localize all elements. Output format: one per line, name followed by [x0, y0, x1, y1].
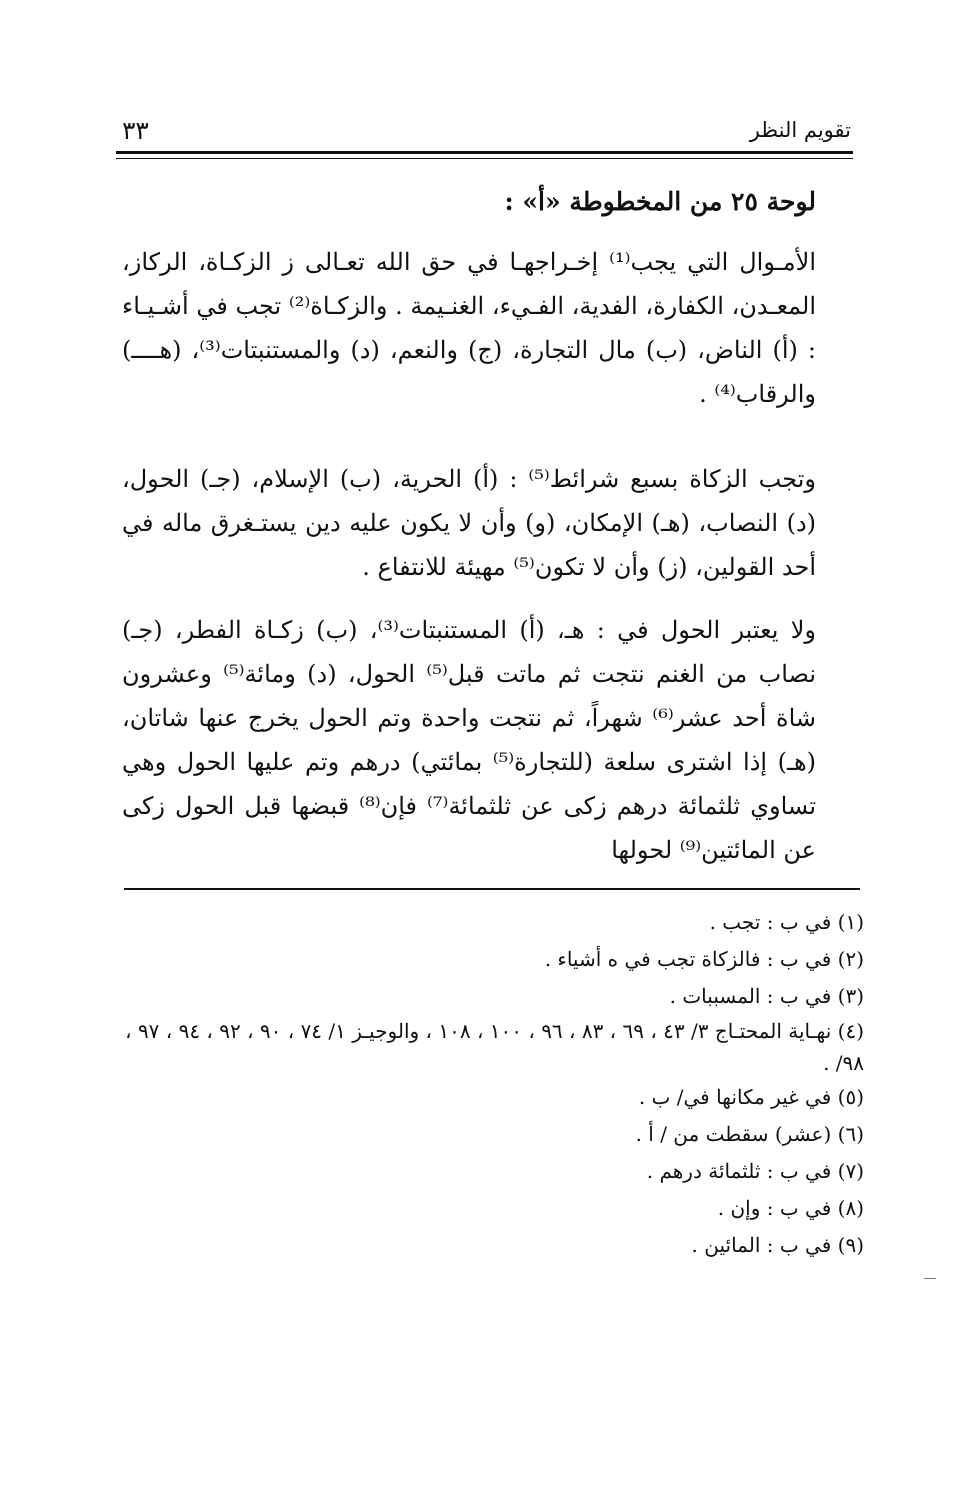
paragraph-2: وتجب الزكاة بسبع شرائط⁽⁵⁾ : (أ) الحرية، (ب) الإسلام، (جـ) الحول، (د) النصاب، (هـ) الإمكان، (و) وأن لا يكون عليه دين يستـغرق ماله في أحد القولين، (ز) وأن لا تكون⁽⁵⁾ مهيئة للانتفاع .: [122, 465, 816, 581]
footnote-1: (١) في ب : تجب .: [709, 910, 864, 934]
paragraph-1: الأمـوال التي يجب⁽¹⁾ إخـراجهـا في حق الله تعـالى ز الزكـاة، الركاز، المعـدن، الكفارة، الفدية، الفـيء، الغنـيمة . والزكـاة⁽²⁾ تجب في أشـيـاء : (أ) الناض، (ب) مال التجارة، (ج) والنعم، (د) والمستنبتات⁽³⁾، (هــــ) والرقاب⁽⁴⁾ .: [122, 248, 816, 408]
footnote-7: (٧) في ب : ثلثمائة درهم .: [646, 1159, 864, 1183]
footnote-9: (٩) في ب : المائين .: [691, 1233, 864, 1257]
scan-mark: [924, 1278, 936, 1279]
footnote-8: (٨) في ب : وإن .: [717, 1196, 864, 1220]
footnote-3: (٣) في ب : المسببات .: [669, 984, 864, 1008]
footnote-2: (٢) في ب : فالزكاة تجب في ه أشياء .: [544, 947, 864, 971]
page-header: [116, 108, 853, 148]
footnotes: [124, 904, 864, 1264]
section-heading: لوحة ٢٥ من المخطوطة «أ» :: [504, 187, 816, 216]
paragraph-3: ولا يعتبر الحول في : هـ، (أ) المستنبتات⁽³⁾، (ب) زكـاة الفطر، (جـ) نصاب من الغنم نتجت ثم ماتت قبل⁽⁵⁾ الحول، (د) ومائة⁽⁵⁾ وعشرون شاة أحد عشر⁽⁶⁾ شهراً، ثم نتجت واحدة وتم الحول يخرج عنها شاتان، (هـ) إذا اشترى سلعة (للتجارة⁽⁵⁾ بمائتي) درهم وتم عليها الحول وهي تساوي ثلثمائة درهم زكى عن ثلثمائة⁽⁷⁾ فإن⁽⁸⁾ قبضها قبل الحول زكى عن المائتين⁽⁹⁾ لحولها: [122, 616, 817, 864]
footnote-5: (٥) في غير مكانها في/ ب .: [638, 1085, 864, 1109]
header-rule-thin: [116, 158, 853, 159]
running-title: تقويم النظر: [749, 118, 851, 142]
header-rule-thick: [116, 151, 853, 154]
footnote-6: (٦) (عشر) سقطت من / أ .: [635, 1122, 864, 1146]
footnote-4: (٤) نهـاية المحتـاج ٣/ ٤٣ ، ٦٩ ، ٨٣ ، ٩٦ ، ١٠٠ ، ١٠٨ ، والوجيـز ١/ ٧٤ ، ٩٠ ، ٩٢ ، ٩٤ ، ٩٧ ، ٩٨/ .: [125, 1019, 864, 1075]
page-number: ٣٣: [122, 116, 149, 145]
footnote-separator: [124, 888, 860, 890]
